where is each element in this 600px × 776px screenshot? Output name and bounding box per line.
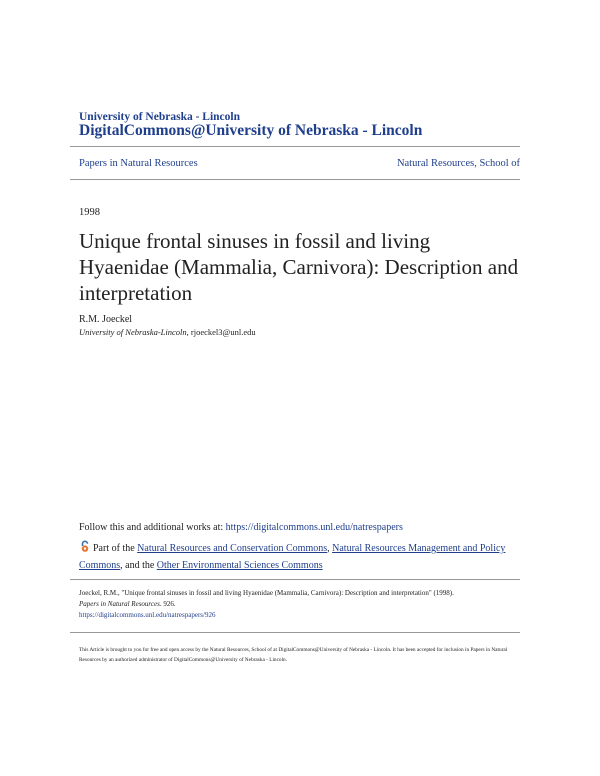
- part-of-separator-2: , and the: [120, 560, 157, 571]
- header-bottom-rule: [70, 179, 520, 180]
- follow-url-link[interactable]: https://digitalcommons.unl.edu/natrespapers: [225, 522, 403, 533]
- affiliation-email: , rjoeckel3@unl.edu: [186, 327, 256, 337]
- header-top-rule: [70, 146, 520, 147]
- citation-url-link[interactable]: https://digitalcommons.unl.edu/natrespapers/926: [79, 611, 216, 619]
- follow-label: Follow this and additional works at:: [79, 522, 226, 533]
- follow-line: [79, 522, 403, 533]
- commons-link-other-environmental-sciences[interactable]: Other Environmental Sciences Commons: [156, 560, 323, 571]
- commons-link-natural-resources-conservation[interactable]: Natural Resources and Conservation Commons: [137, 543, 328, 554]
- citation-journal: Papers in Natural Resources: [79, 600, 160, 608]
- department-link[interactable]: Natural Resources, School of: [396, 158, 520, 169]
- citation-top-rule: [70, 579, 520, 580]
- citation-text: Joeckel, R.M., "Unique frontal sinuses in fossil and living Hyaenidae (Mammalia, Carnivora): Description and interpretation" (1998).: [79, 589, 454, 597]
- publication-year: 1998: [79, 207, 100, 218]
- author-affiliation: [79, 327, 256, 337]
- repository-link[interactable]: DigitalCommons@University of Nebraska - Lincoln: [79, 122, 423, 139]
- article-title: Unique frontal sinuses in fossil and living Hyaenidae (Mammalia, Carnivora): Description and interpretation: [79, 229, 519, 305]
- author-name: R.M. Joeckel: [79, 314, 133, 325]
- citation-bottom-rule: [70, 632, 520, 633]
- institution-link[interactable]: University of Nebraska - Lincoln: [79, 111, 240, 123]
- citation-block: [79, 588, 524, 621]
- citation-journal-suffix: . 926.: [159, 600, 176, 608]
- part-of-prefix: Part of the: [93, 543, 138, 554]
- rights-statement: This Article is brought to you for free and open access by the Natural Resources, School of at DigitalCommons@University of Nebraska - Lincoln. It has been accepted for inclusion in Papers in Natural Resources by an authorized administrator of DigitalCommons@University of Nebraska - Lincoln.: [79, 647, 508, 663]
- affiliation-institution: University of Nebraska-Lincoln: [79, 327, 187, 337]
- collection-link[interactable]: Papers in Natural Resources: [79, 158, 198, 169]
- open-access-icon: [79, 540, 91, 558]
- part-of-separator-1: ,: [327, 543, 333, 554]
- part-of-commons: [79, 540, 524, 573]
- commons-link-natural-resources-management[interactable]: Natural Resources Management and Policy Commons: [79, 543, 506, 571]
